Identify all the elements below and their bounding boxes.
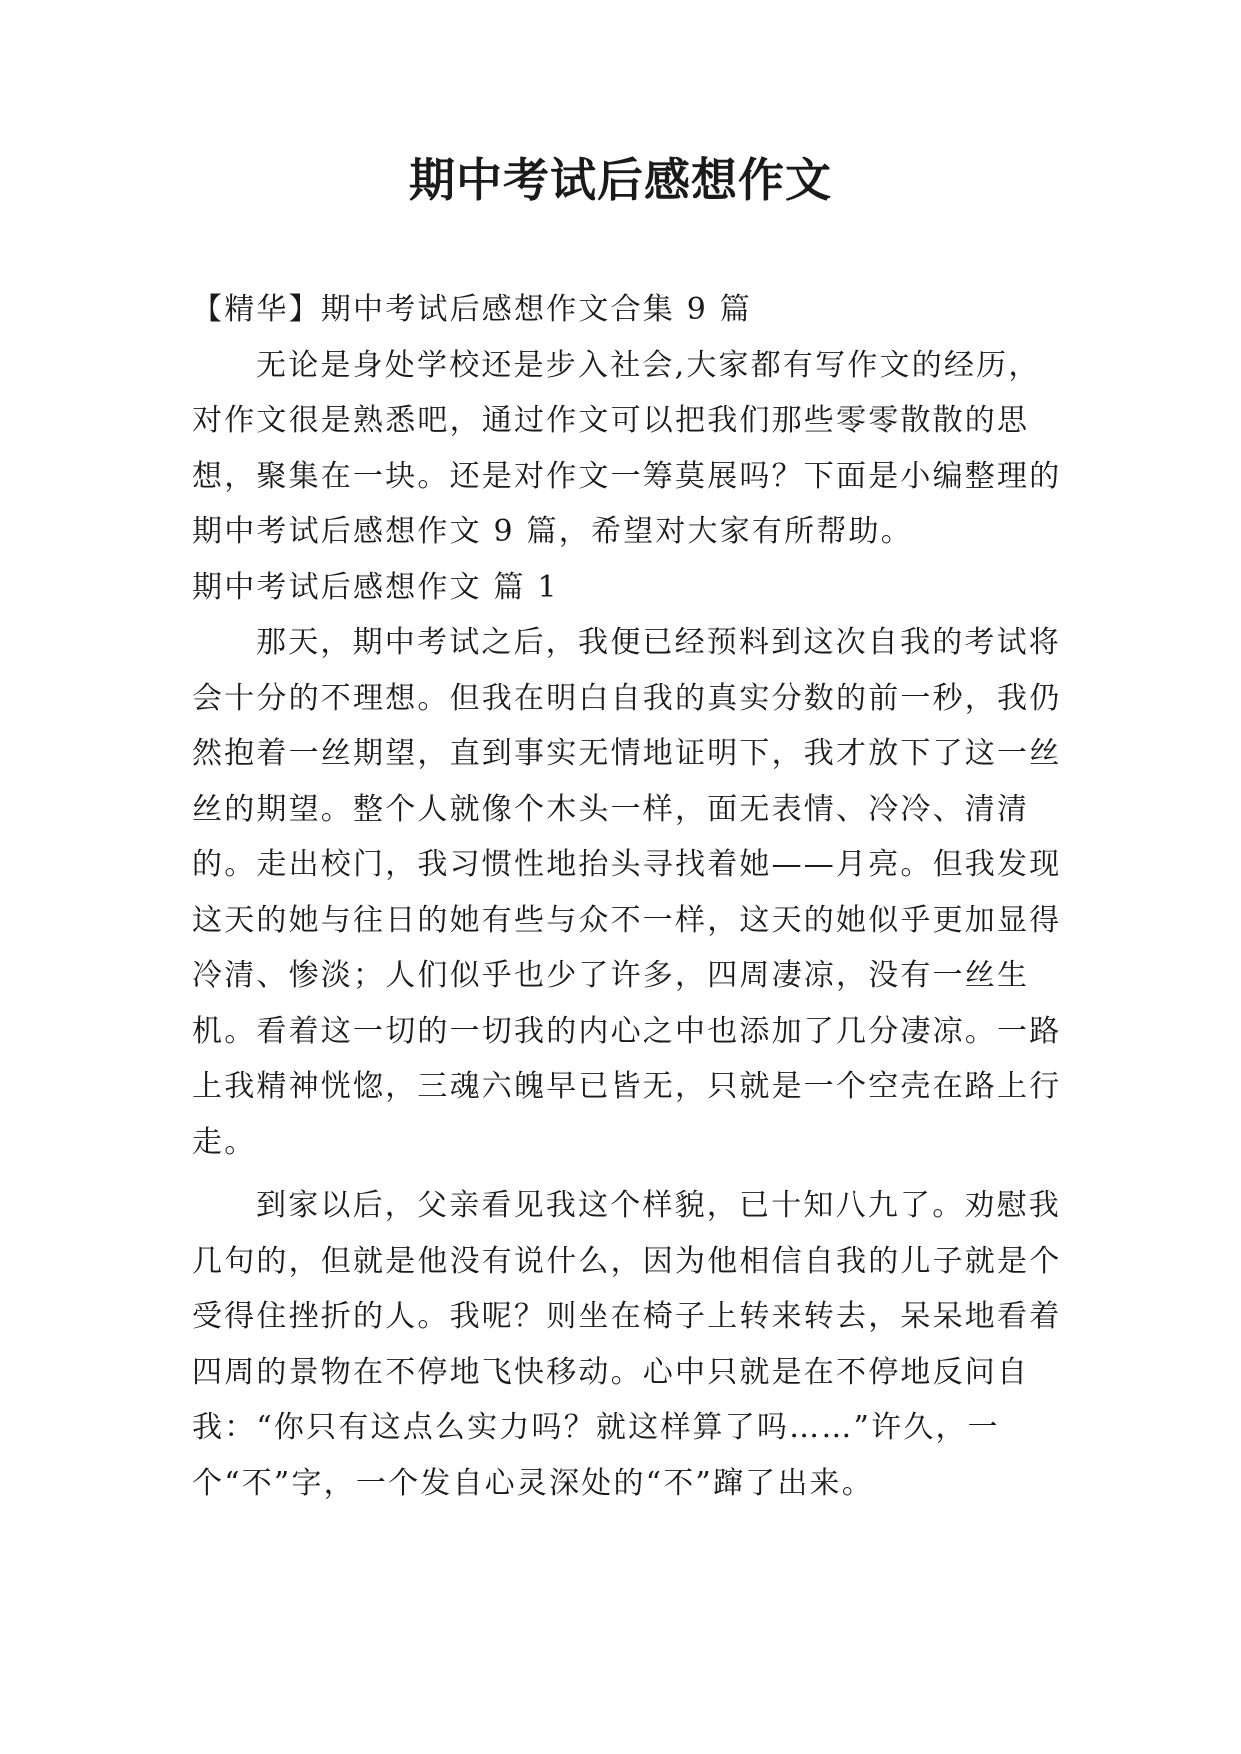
document-body: [192, 282, 1072, 1511]
body-paragraph: 到家以后，父亲看见我这个样貌，已十知八九了。劝慰我几句的，但就是他没有说什么，因为他相信自我的儿子就是个受得住挫折的人。我呢？则坐在椅子上转来转去，呆呆地看着四周的景物在不停地飞快移动。心中只就是在不停地反问自我：“你只有这点么实力吗？就这样算了吗……”许久，一个“不”字，一个发自心灵深处的“不”蹿了出来。: [192, 1188, 1062, 1501]
document-title: 期中考试后感想作文: [409, 153, 832, 207]
document-subtitle: 【精华】期中考试后感想作文合集 9 篇: [192, 292, 752, 327]
section-heading: 期中考试后感想作文 篇 1: [192, 569, 559, 605]
intro-paragraph: 无论是身处学校还是步入社会,大家都有写作文的经历，对作文很是熟悉吧，通过作文可以把我们那些零零散散的思想，聚集在一块。还是对作文一筹莫展吗？下面是小编整理的期中考试后感想作文 9 篇，希望对大家有所帮助。: [192, 347, 1062, 549]
body-paragraph: 那天，期中考试之后，我便已经预料到这次自我的考试将会十分的不理想。但我在明白自我的真实分数的前一秒，我仍然抱着一丝期望，直到事实无情地证明下，我才放下了这一丝丝的期望。整个人就像个木头一样，面无表情、冷冷、清清的。走出校门，我习惯性地抬头寻找着她——月亮。但我发现这天的她与往日的她有些与众不一样，这天的她似乎更加显得冷清、惨淡；人们似乎也少了许多，四周凄凉，没有一丝生机。看着这一切的一切我的内心之中也添加了几分凄凉。一路上我精神恍惚，三魂六魄早已皆无，只就是一个空壳在路上行走。: [192, 625, 1062, 1160]
